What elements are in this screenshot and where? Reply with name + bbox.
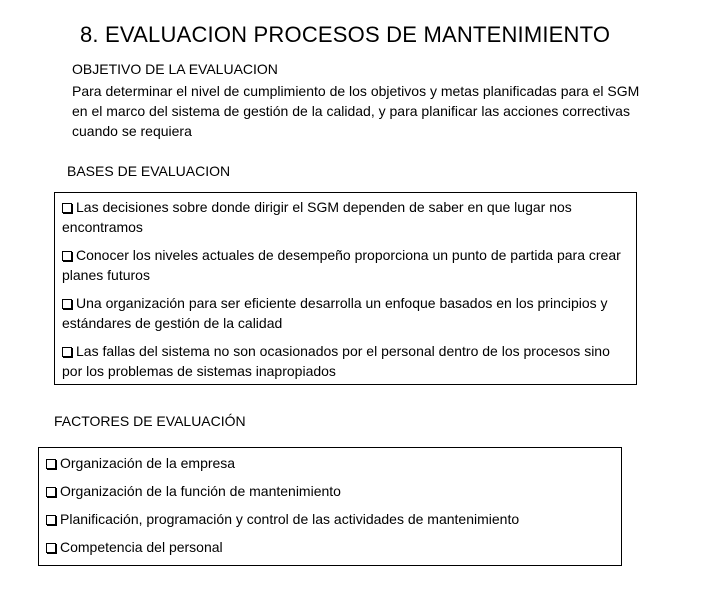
- factores-item-text: Organización de la empresa: [60, 455, 236, 471]
- checkbox-square-icon: [62, 299, 72, 309]
- bases-box: [54, 192, 637, 385]
- factores-item: [46, 537, 613, 565]
- bases-item: [62, 341, 628, 381]
- factores-item: [46, 481, 613, 509]
- objective-text: Para determinar el nivel de cumplimiento de los objetivos y metas planificadas para el SGM en el marco del sistema de gestión de la calidad, y para planificar las acciones correctivas cuando se requiera: [72, 83, 640, 139]
- bases-item-text: Una organización para ser eficiente desarrolla un enfoque basados en los principios y estándares de gestión de la calidad: [62, 295, 608, 331]
- bases-item: [62, 293, 628, 333]
- factores-item: [46, 453, 613, 481]
- checkbox-square-icon: [62, 203, 72, 213]
- bases-heading: BASES DE EVALUACION: [67, 163, 231, 179]
- bases-item: [62, 245, 628, 285]
- factores-item-text: Competencia del personal: [60, 539, 223, 555]
- checkbox-square-icon: [62, 251, 72, 261]
- factores-heading: FACTORES DE EVALUACIÓN: [54, 413, 246, 429]
- checkbox-square-icon: [46, 459, 56, 469]
- checkbox-square-icon: [62, 347, 72, 357]
- bases-item-text: Conocer los niveles actuales de desempeño proporciona un punto de partida para crear planes futuros: [62, 247, 621, 283]
- checkbox-square-icon: [46, 543, 56, 553]
- checkbox-square-icon: [46, 487, 56, 497]
- page-title: 8. EVALUACION PROCESOS DE MANTENIMIENTO: [80, 22, 611, 47]
- bases-item-text: Las fallas del sistema no son ocasionados por el personal dentro de los procesos sino por los problemas de sistemas inapropiados: [62, 343, 610, 379]
- bases-item-text: Las decisiones sobre donde dirigir el SGM dependen de saber en que lugar nos encontramos: [62, 199, 572, 235]
- objective-heading: OBJETIVO DE LA EVALUACION: [72, 61, 278, 77]
- factores-item: [46, 509, 613, 537]
- factores-item-text: Planificación, programación y control de las actividades de mantenimiento: [60, 511, 520, 527]
- bases-item: [62, 197, 628, 237]
- checkbox-square-icon: [46, 515, 56, 525]
- factores-box: [38, 447, 622, 566]
- factores-item-text: Organización de la función de mantenimiento: [60, 483, 341, 499]
